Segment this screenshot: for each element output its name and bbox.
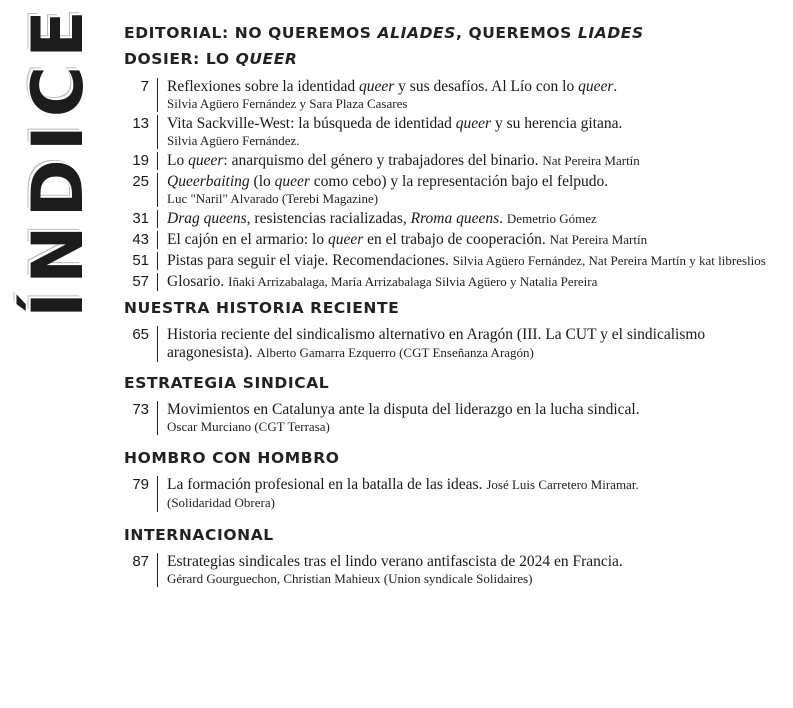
entry-author: Alberto Gamarra Ezquerro (CGT Enseñanza Aragón) [256, 345, 534, 360]
entry-author: Silvia Agüero Fernández. [167, 133, 300, 148]
page-number: 13 [132, 115, 149, 132]
toc-entry[interactable] [124, 553, 789, 587]
toc-entry[interactable] [124, 152, 789, 170]
page-number: 19 [132, 152, 149, 169]
entry-title: Lo queer: anarquismo del género y trabajadores del binario. Nat Pereira Martín [167, 152, 640, 169]
page-number: 73 [132, 401, 149, 418]
toc-entry[interactable] [124, 326, 789, 362]
toc-entry[interactable] [124, 173, 789, 207]
entry-title: El cajón en el armario: lo queer en el trabajo de cooperación. Nat Pereira Martín [167, 231, 648, 248]
page-number: 57 [132, 273, 149, 290]
entry-author: Silvia Agüero Fernández y Sara Plaza Casares [167, 96, 408, 111]
section-heading-nuestra-historia[interactable]: NUESTRA HISTORIA RECIENTE [124, 299, 400, 317]
toc-entry[interactable] [124, 115, 789, 149]
entry-author: Luc "Naril" Alvarado (Terebi Magazine) [167, 191, 379, 206]
toc-entry[interactable] [124, 210, 789, 228]
section-heading-hombro-con-hombro[interactable]: HOMBRO CON HOMBRO [124, 449, 340, 467]
entry-title: Estrategias sindicales tras el lindo verano antifascista de 2024 en Francia. [167, 553, 623, 570]
entry-title: Historia reciente del sindicalismo alternativo en Aragón (III. La CUT y el sindicalismo aragonesista). Alberto Gamarra Ezquerro (CGT Enseñanza Aragón) [167, 326, 706, 361]
table-of-contents [124, 22, 789, 590]
section-heading-dosier[interactable]: DOSIER: LO QUEER [124, 50, 298, 68]
page-number: 7 [140, 78, 149, 95]
entry-author: Nat Pereira Martín [549, 232, 648, 247]
section-heading-editorial[interactable]: EDITORIAL: NO QUEREMOS ALIADES, QUEREMOS LIADES [124, 24, 644, 42]
page-number: 79 [132, 476, 149, 493]
section-heading-internacional[interactable]: INTERNACIONAL [124, 526, 274, 544]
entry-title: Movimientos en Catalunya ante la disputa del liderazgo en la lucha sindical. [167, 401, 640, 418]
entry-title: Reflexiones sobre la identidad queer y sus desafíos. Al Lío con lo queer. [167, 78, 618, 95]
entry-author: José Luis Carretero Miramar. (Solidaridad Obrera) [167, 477, 639, 510]
entry-author: Nat Pereira Martín [542, 153, 640, 168]
page-number: 51 [132, 252, 149, 269]
entry-title: Pistas para seguir el viaje. Recomendaciones. Silvia Agüero Fernández, Nat Pereira Martín y kat libreslios [167, 252, 766, 269]
index-title-text: ÍNDICE [17, 2, 99, 318]
entry-author: Gérard Gourguechon, Christian Mahieux (Union syndicale Solidaires) [167, 571, 533, 586]
entry-title: Glosario. Iñaki Arrizabalaga, María Arrizabalaga Silvia Agüero y Natalia Pereira [167, 273, 598, 290]
index-title-vertical [17, 2, 99, 318]
page-number: 43 [132, 231, 149, 248]
page-number: 87 [132, 553, 149, 570]
entry-title: Queerbaiting (lo queer como cebo) y la representación bajo el felpudo. [167, 173, 609, 190]
entry-title: Vita Sackville-West: la búsqueda de identidad queer y su herencia gitana. [167, 115, 623, 132]
section-heading-estrategia-sindical[interactable]: ESTRATEGIA SINDICAL [124, 374, 330, 392]
entry-author: Demetrio Gómez [506, 211, 597, 226]
toc-entry[interactable] [124, 78, 789, 112]
entry-title: La formación profesional en la batalla de las ideas. José Luis Carretero Miramar. (Solidaridad Obrera) [167, 476, 639, 510]
toc-entry[interactable] [124, 476, 789, 512]
toc-entry[interactable] [124, 273, 789, 291]
entry-author: Oscar Murciano (CGT Terrasa) [167, 419, 330, 434]
entry-author: Iñaki Arrizabalaga, María Arrizabalaga Silvia Agüero y Natalia Pereira [228, 274, 598, 289]
toc-entry[interactable] [124, 401, 789, 435]
toc-entry[interactable] [124, 231, 789, 249]
entry-author: Silvia Agüero Fernández, Nat Pereira Martín y kat libreslios [452, 253, 766, 268]
toc-entry[interactable] [124, 252, 789, 270]
page-number: 31 [132, 210, 149, 227]
entry-title: Drag queens, resistencias racializadas, Rroma queens. Demetrio Gómez [167, 210, 597, 227]
page-number: 25 [132, 173, 149, 190]
page-number: 65 [132, 326, 149, 343]
